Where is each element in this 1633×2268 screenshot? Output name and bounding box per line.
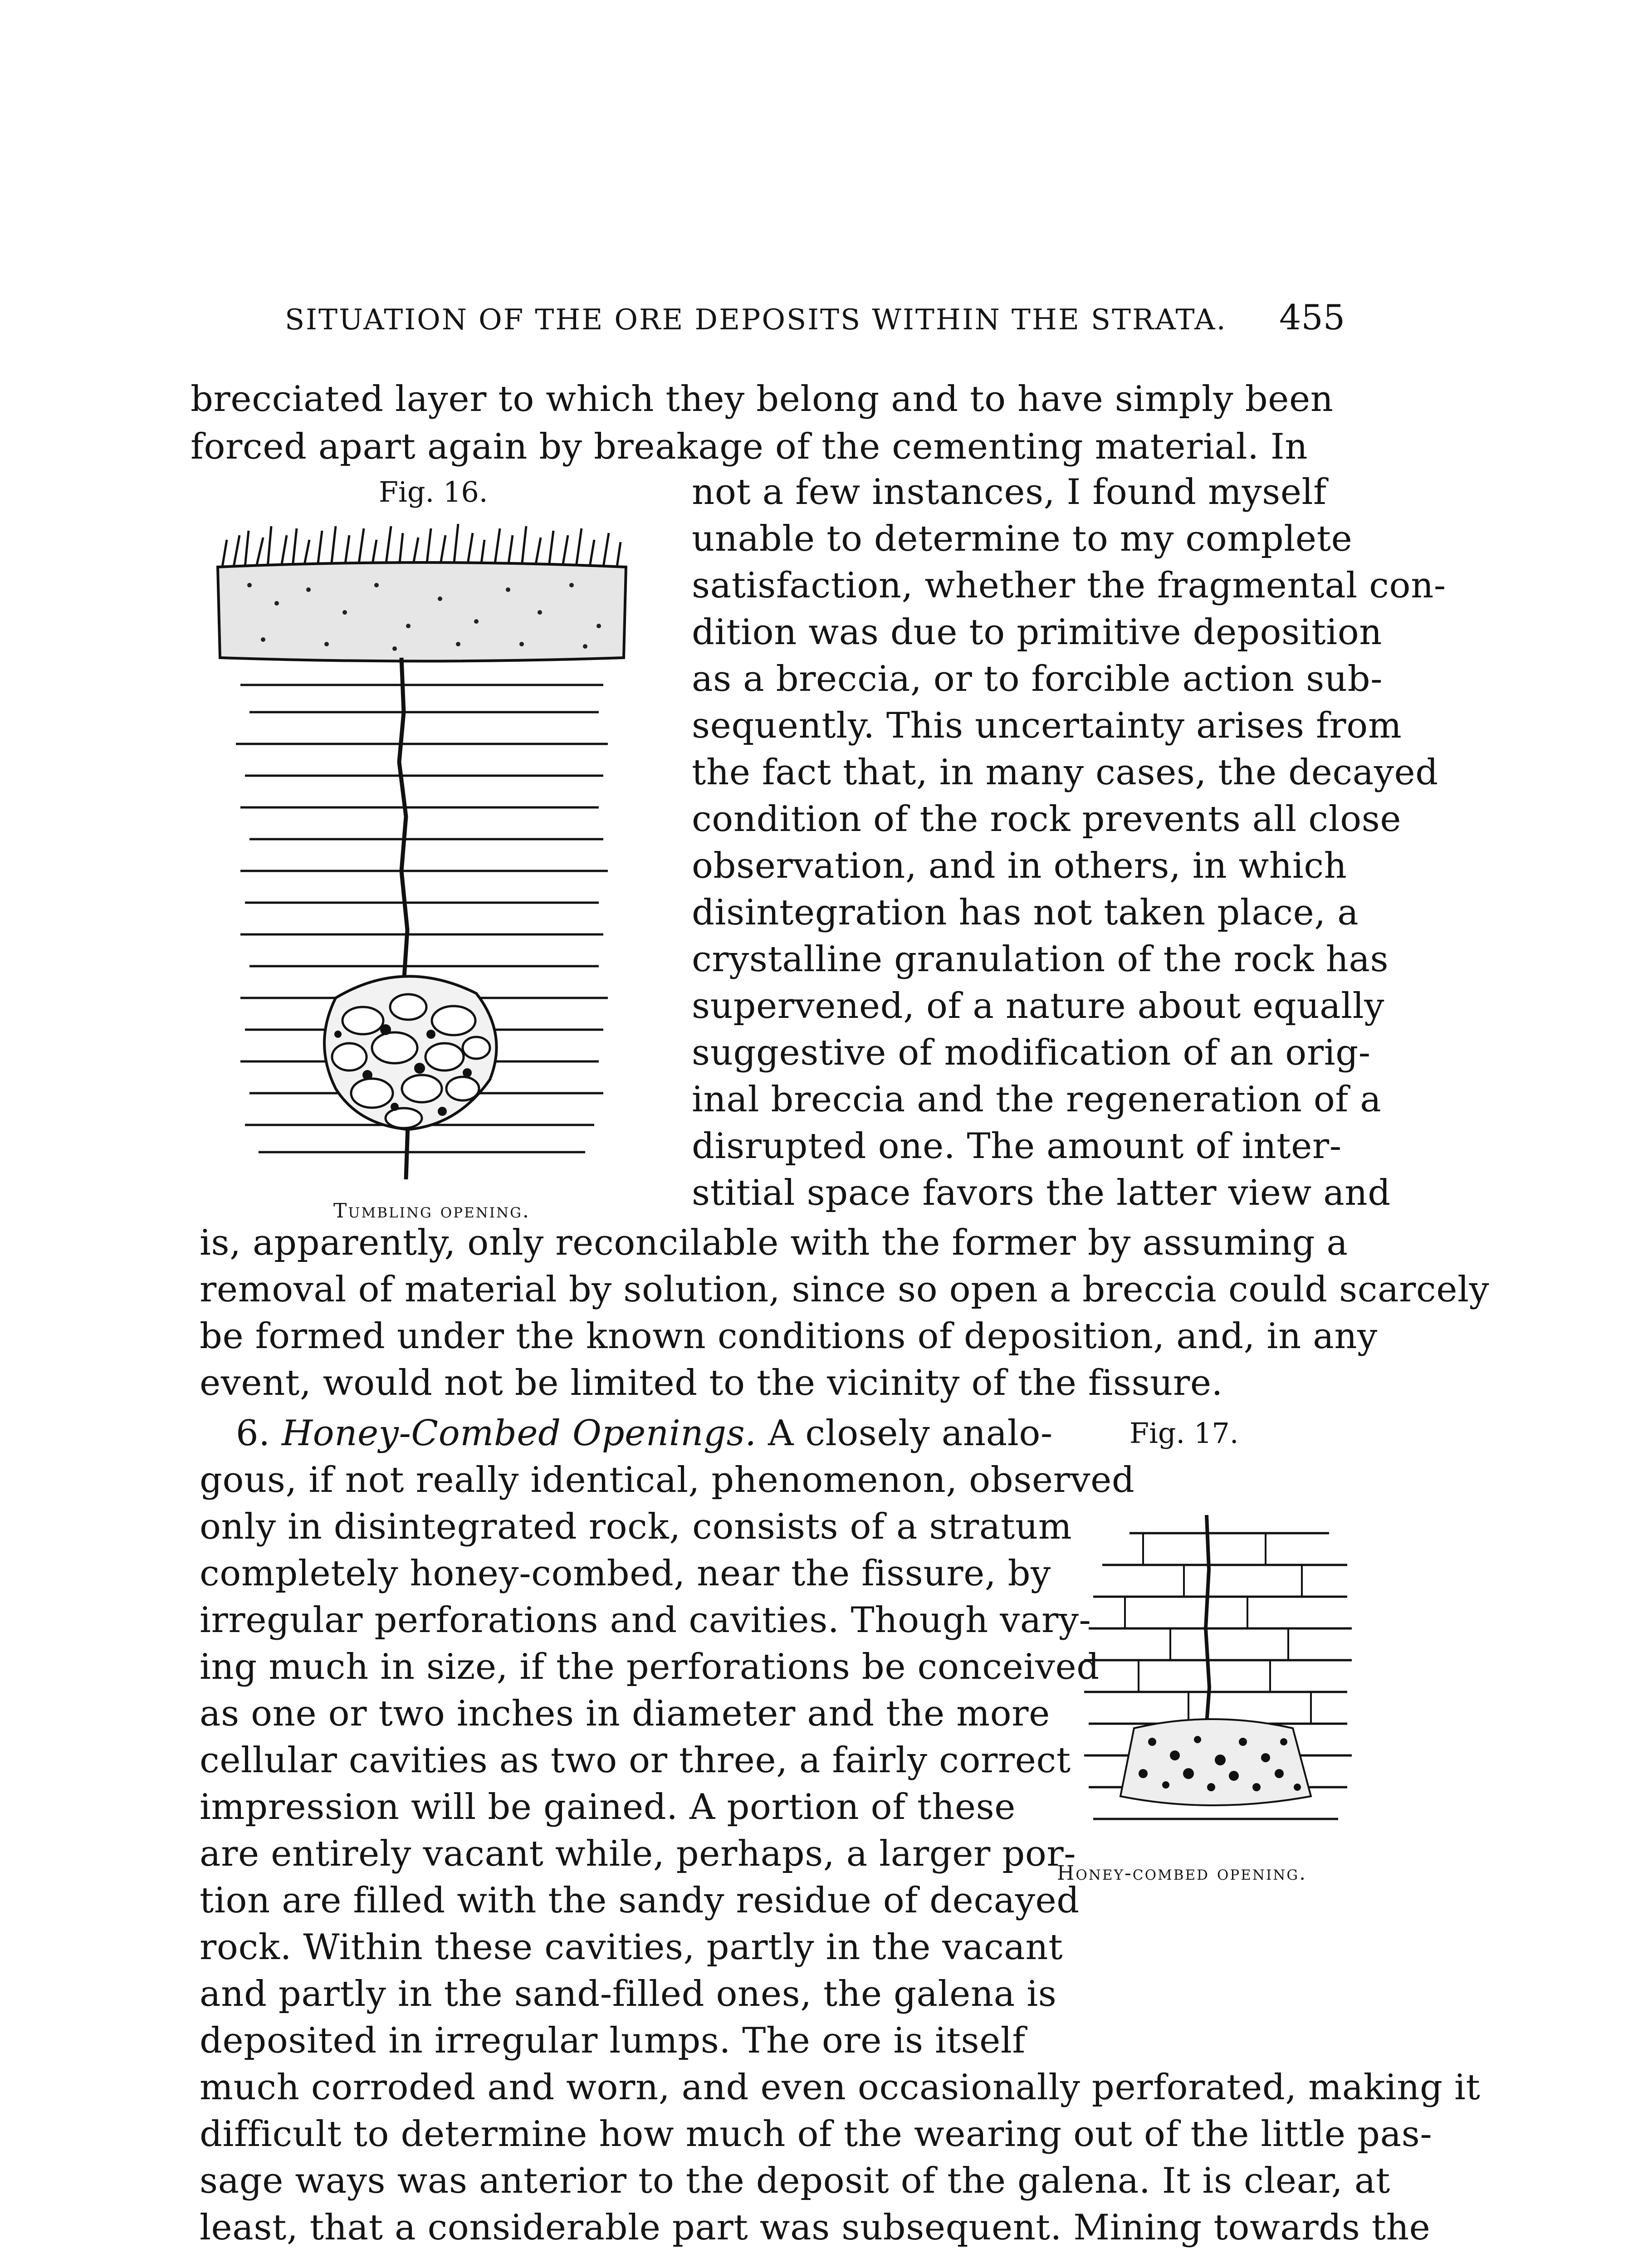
text-line: and partly in the sand-filled ones, the galena is [200,1974,1057,2014]
fig16-label: Fig. 16. [379,475,488,508]
text-line: as one or two inches in diameter and the more [200,1693,1050,1734]
text-line: is, apparently, only reconcilable with the former by assuming a [200,1222,1348,1263]
text-line: disintegration has not taken place, a [692,892,1359,933]
page-number: 455 [1279,297,1345,337]
text-line: unable to determine to my complete [692,518,1353,559]
text-line: not a few instances, I found myself [692,472,1327,513]
fig16-illustration [213,508,631,1188]
text-line: rock. Within these cavities, partly in the vacant [200,1927,1063,1968]
fig17-label: Fig. 17. [1129,1417,1239,1450]
text-line: as a breccia, or to forcible action sub- [692,659,1383,699]
fig17-illustration [1075,1515,1365,1842]
text-line: sequently. This uncertainty arises from [692,705,1402,746]
text-line: least, that a considerable part was subsequent. Mining towards the [200,2207,1431,2248]
text-line: disrupted one. The amount of inter- [692,1126,1342,1167]
fig16-caption: Tumbling opening. [333,1199,530,1222]
text-line: brecciated layer to which they belong and to have simply been [191,379,1334,420]
text-line: gous, if not really identical, phenomenon, observed [200,1460,1135,1501]
text-line: be formed under the known conditions of deposition, and, in any [200,1316,1378,1357]
text-line: irregular perforations and cavities. Though vary- [200,1600,1091,1641]
text-line: observation, and in others, in which [692,846,1347,886]
fig16-ground-surface [218,562,626,661]
text-line: removal of material by solution, since so open a breccia could scarcely [200,1269,1490,1310]
text-line: satisfaction, whether the fragmental con- [692,565,1446,606]
text-line: tion are filled with the sandy residue of decayed [200,1880,1080,1921]
text-line: only in disintegrated rock, consists of a stratum [200,1506,1072,1547]
text-line: deposited in irregular lumps. The ore is itself [200,2020,1026,2061]
text-line: stitial space favors the latter view and [692,1173,1391,1213]
text-line: crystalline granulation of the rock has [692,939,1389,980]
section-heading-line [236,1411,1053,1456]
text-line: forced apart again by breakage of the cementing material. In [191,426,1308,467]
text-line: dition was due to primitive deposition [692,612,1383,653]
text-line: are entirely vacant while, perhaps, a larger por- [200,1833,1076,1874]
fig16-grass [222,524,621,567]
text-line: supervened, of a nature about equally [692,986,1385,1026]
text-line: event, would not be limited to the vicinity of the fissure. [200,1363,1223,1403]
text-line: the fact that, in many cases, the decayed [692,752,1438,793]
text-line: difficult to determine how much of the wearing out of the little pas- [200,2114,1433,2155]
text-line: cellular cavities as two or three, a fairly correct [200,1740,1071,1781]
fig17-caption: Honey-combed opening. [1057,1862,1307,1885]
section-lead: A closely analo- [768,1413,1053,1454]
text-line: condition of the rock prevents all close [692,799,1402,840]
text-line: sage ways was anterior to the deposit of the galena. It is clear, at [200,2160,1390,2201]
text-line: ing much in size, if the perforations be conceived [200,1647,1100,1687]
text-line: impression will be gained. A portion of these [200,1787,1016,1828]
section-number: 6. [236,1413,270,1454]
text-line: completely honey-combed, near the fissure, by [200,1553,1051,1594]
section-title: Honey-Combed Openings. [282,1413,757,1454]
running-title: SITUATION OF THE ORE DEPOSITS WITHIN THE STRATA. [285,303,1227,336]
text-line: inal breccia and the regeneration of a [692,1079,1382,1120]
text-line: suggestive of modification of an orig- [692,1032,1371,1073]
text-line: much corroded and worn, and even occasionally perforated, making it [200,2067,1481,2108]
